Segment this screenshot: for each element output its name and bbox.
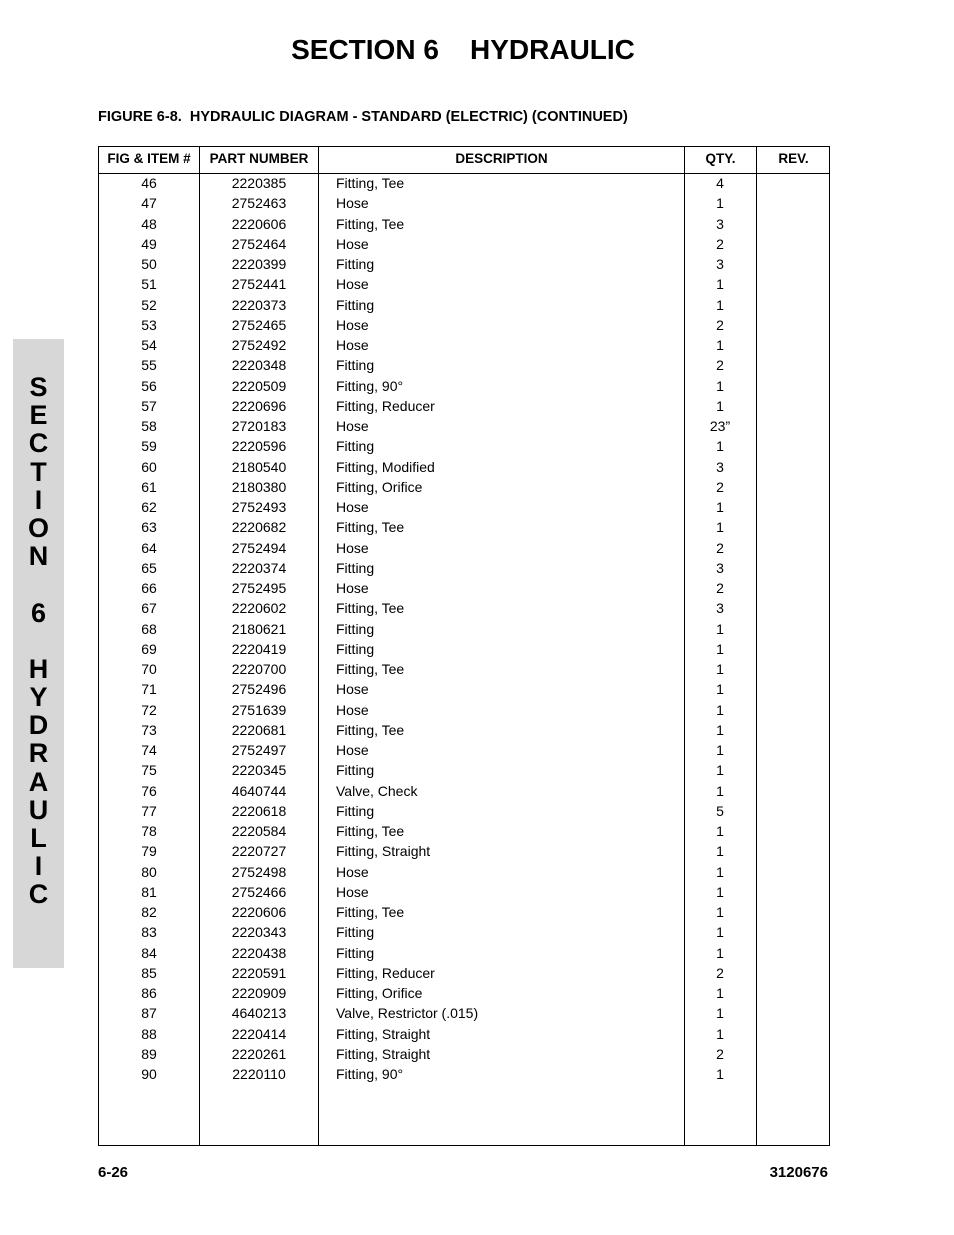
table-row	[99, 478, 829, 498]
description-cell: Fitting, Orifice	[336, 478, 423, 495]
table-row	[99, 437, 829, 457]
table-row	[99, 356, 829, 376]
qty-cell: 1	[716, 681, 724, 698]
item-number-cell: 46	[141, 175, 157, 191]
item-number-cell: 57	[141, 397, 157, 414]
description-cell: Fitting, Tee	[336, 519, 405, 536]
table-row	[99, 761, 829, 781]
qty-cell: 1	[716, 985, 724, 1001]
item-number-cell: 71	[141, 681, 157, 698]
qty-cell: 3	[716, 559, 724, 576]
item-number-cell: 68	[141, 620, 157, 637]
table-row	[99, 1045, 829, 1065]
section-side-tab	[13, 339, 64, 968]
item-number-cell: 61	[141, 478, 157, 495]
table-row	[99, 275, 829, 295]
table-row	[99, 802, 829, 822]
part-number-cell: 2180380	[231, 478, 287, 495]
header-description: DESCRIPTION	[455, 151, 548, 166]
item-number-cell: 70	[141, 661, 157, 677]
parts-table	[98, 146, 830, 1146]
qty-cell: 1	[716, 924, 724, 941]
item-number-cell: 52	[141, 296, 157, 313]
qty-cell: 3	[716, 600, 724, 617]
section-title: SECTION 6 HYDRAULIC	[291, 34, 635, 65]
qty-cell: 1	[716, 195, 724, 212]
table-row	[99, 518, 829, 538]
description-cell: Fitting, 90°	[336, 1066, 404, 1082]
part-number-cell: 2752496	[231, 681, 287, 698]
header-part-number: PART NUMBER	[209, 151, 309, 166]
part-number-cell: 2220681	[231, 721, 287, 738]
description-cell: Fitting, Tee	[336, 823, 405, 839]
qty-cell: 2	[716, 539, 724, 556]
table-row	[99, 863, 829, 883]
table-row	[99, 417, 829, 437]
qty-cell: 1	[716, 863, 724, 880]
part-number-cell: 2752466	[231, 883, 287, 900]
description-cell: Fitting, Modified	[336, 458, 435, 475]
description-cell: Hose	[336, 883, 369, 900]
part-number-cell: 2220438	[231, 944, 287, 961]
item-number-cell: 50	[141, 256, 157, 272]
table-row	[99, 721, 829, 741]
description-cell: Valve, Restrictor (.015)	[336, 1005, 479, 1022]
part-number-cell: 2752465	[231, 316, 287, 333]
description-cell: Hose	[336, 337, 369, 353]
part-number-cell: 2220261	[231, 1045, 287, 1062]
item-number-cell: 78	[141, 823, 157, 839]
side-tab-letter: S	[29, 372, 48, 402]
table-row	[99, 174, 829, 194]
description-cell: Hose	[336, 742, 369, 758]
header-rev: REV.	[778, 151, 809, 166]
side-tab-gap	[13, 627, 64, 655]
qty-cell: 23”	[709, 418, 731, 434]
part-number-cell: 2220618	[231, 802, 287, 819]
item-number-cell: 48	[141, 215, 157, 232]
part-number-cell: 2220343	[231, 924, 287, 941]
part-number-cell: 2220682	[231, 519, 287, 536]
item-number-cell: 77	[141, 802, 157, 819]
table-row	[99, 397, 829, 417]
description-cell: Fitting, Straight	[336, 1045, 431, 1062]
qty-cell: 1	[716, 762, 724, 779]
page-number: 6-26	[98, 1164, 129, 1181]
description-cell: Fitting, Tee	[336, 175, 405, 191]
qty-cell: 1	[716, 640, 724, 657]
table-row	[99, 458, 829, 478]
qty-cell: 2	[716, 357, 724, 374]
table-row	[99, 498, 829, 518]
qty-cell: 3	[716, 458, 724, 475]
qty-cell: 1	[716, 296, 724, 313]
qty-cell: 1	[716, 1005, 724, 1022]
side-tab-letter: 6	[30, 597, 47, 628]
item-number-cell: 62	[141, 499, 157, 515]
qty-cell: 1	[716, 721, 724, 738]
part-number-cell: 4640744	[231, 782, 287, 799]
part-number-cell: 2720183	[231, 418, 287, 434]
part-number-cell: 2751639	[231, 701, 287, 718]
qty-cell: 1	[716, 904, 724, 920]
side-tab-letters	[13, 373, 64, 909]
item-number-cell: 88	[141, 1025, 157, 1042]
qty-cell: 5	[716, 802, 724, 819]
table-row	[99, 296, 829, 316]
item-number-cell: 89	[141, 1045, 157, 1062]
qty-cell: 1	[716, 377, 724, 394]
description-cell: Hose	[336, 863, 369, 880]
part-number-cell: 4640213	[231, 1005, 287, 1022]
table-row	[99, 620, 829, 640]
qty-cell: 2	[716, 1045, 724, 1062]
side-tab-letter: C	[28, 428, 49, 459]
qty-cell: 1	[716, 620, 724, 637]
item-number-cell: 64	[141, 539, 157, 556]
qty-cell: 1	[716, 276, 724, 293]
table-row	[99, 1025, 829, 1045]
table-row	[99, 336, 829, 356]
qty-cell: 2	[716, 964, 724, 981]
part-number-cell: 2220373	[231, 296, 287, 313]
part-number-cell: 2752498	[231, 863, 287, 880]
table-row	[99, 822, 829, 842]
side-tab-letter: Y	[29, 682, 48, 713]
description-cell: Fitting	[336, 944, 375, 961]
part-number-cell: 2220696	[231, 397, 287, 414]
description-cell: Fitting	[336, 924, 375, 941]
part-number-cell: 2752464	[231, 235, 287, 252]
table-row	[99, 741, 829, 761]
table-row	[99, 883, 829, 903]
item-number-cell: 69	[141, 640, 157, 657]
part-number-cell: 2220596	[231, 438, 287, 455]
item-number-cell: 74	[141, 742, 157, 758]
part-number-cell: 2220700	[231, 661, 287, 677]
description-cell: Fitting	[336, 357, 375, 374]
side-tab-letter: U	[28, 794, 49, 825]
item-number-cell: 49	[141, 235, 157, 252]
qty-cell: 2	[716, 316, 724, 333]
qty-cell: 1	[716, 661, 724, 677]
part-number-cell: 2752463	[231, 195, 287, 212]
side-tab-letter: L	[30, 823, 47, 853]
item-number-cell: 73	[141, 721, 157, 738]
part-number-cell: 2220509	[231, 377, 287, 394]
description-cell: Fitting, Orifice	[336, 985, 423, 1001]
item-number-cell: 58	[141, 418, 157, 434]
part-number-cell: 2752497	[231, 742, 287, 758]
description-cell: Fitting	[336, 296, 375, 313]
item-number-cell: 83	[141, 924, 157, 941]
side-tab-letter: A	[28, 766, 49, 797]
part-number-cell: 2180540	[231, 458, 287, 475]
qty-cell: 1	[716, 519, 724, 536]
qty-cell: 1	[716, 1066, 724, 1082]
part-number-cell: 2752441	[231, 276, 287, 293]
side-tab-letter: I	[34, 484, 43, 515]
table-row	[99, 782, 829, 802]
description-cell: Fitting, Tee	[336, 661, 405, 677]
table-row	[99, 255, 829, 275]
item-number-cell: 80	[141, 863, 157, 880]
part-number-cell: 2220385	[231, 175, 287, 191]
side-tab-letter: O	[27, 512, 49, 543]
description-cell: Hose	[336, 276, 369, 293]
side-tab-letter: C	[28, 879, 49, 910]
description-cell: Hose	[336, 701, 369, 718]
item-number-cell: 90	[141, 1066, 157, 1082]
item-number-cell: 85	[141, 964, 157, 981]
item-number-cell: 53	[141, 316, 157, 333]
part-number-cell: 2220909	[231, 985, 287, 1001]
qty-cell: 1	[716, 499, 724, 515]
item-number-cell: 59	[141, 438, 157, 455]
table-row	[99, 701, 829, 721]
item-number-cell: 67	[141, 600, 157, 617]
qty-cell: 1	[716, 1025, 724, 1042]
description-cell: Hose	[336, 499, 369, 515]
qty-cell: 2	[716, 478, 724, 495]
item-number-cell: 54	[141, 337, 157, 353]
part-number-cell: 2220591	[231, 964, 287, 981]
qty-cell: 2	[716, 580, 724, 596]
part-number-cell: 2752495	[231, 580, 287, 596]
side-tab-letter: E	[29, 400, 48, 431]
item-number-cell: 84	[141, 944, 157, 961]
description-cell: Fitting	[336, 559, 375, 576]
part-number-cell: 2220345	[231, 762, 287, 779]
part-number-cell: 2180621	[231, 620, 287, 637]
table-row	[99, 1004, 829, 1024]
qty-cell: 1	[716, 883, 724, 900]
table-body	[99, 174, 829, 1085]
table-row	[99, 539, 829, 559]
table-row	[99, 1065, 829, 1085]
side-tab-letter: I	[34, 851, 43, 882]
description-cell: Hose	[336, 681, 369, 698]
description-cell: Fitting	[336, 762, 375, 779]
description-cell: Fitting, Reducer	[336, 397, 435, 414]
part-number-cell: 2752492	[231, 337, 287, 353]
qty-cell: 1	[716, 438, 724, 455]
item-number-cell: 55	[141, 357, 157, 374]
header-fig-item: FIG & ITEM #	[107, 151, 191, 166]
qty-cell: 1	[716, 742, 724, 758]
table-row	[99, 559, 829, 579]
side-tab-letter: H	[28, 653, 49, 684]
item-number-cell: 60	[141, 458, 157, 475]
item-number-cell: 66	[141, 580, 157, 596]
part-number-cell: 2220606	[231, 904, 287, 920]
item-number-cell: 87	[141, 1005, 157, 1022]
description-cell: Valve, Check	[336, 782, 418, 799]
item-number-cell: 75	[141, 762, 157, 779]
description-cell: Hose	[336, 195, 369, 212]
part-number-cell: 2220414	[231, 1025, 287, 1042]
part-number-cell: 2220374	[231, 559, 287, 576]
part-number-cell: 2220602	[231, 600, 287, 617]
description-cell: Fitting, 90°	[336, 377, 404, 394]
description-cell: Fitting, Tee	[336, 600, 405, 617]
qty-cell: 1	[716, 843, 724, 860]
table-row	[99, 903, 829, 923]
part-number-cell: 2220348	[231, 357, 287, 374]
item-number-cell: 63	[141, 519, 157, 536]
item-number-cell: 81	[141, 883, 157, 900]
table-row	[99, 377, 829, 397]
side-tab-gap	[13, 570, 64, 598]
document-number: 3120676	[769, 1164, 828, 1181]
table-row	[99, 964, 829, 984]
table-row	[99, 842, 829, 862]
side-tab-letter: T	[30, 456, 47, 487]
item-number-cell: 72	[141, 701, 157, 718]
side-tab-letter: D	[28, 710, 49, 741]
part-number-cell: 2220110	[232, 1066, 286, 1082]
description-cell: Fitting, Reducer	[336, 964, 435, 981]
table-row	[99, 660, 829, 680]
side-tab-letter: N	[28, 541, 49, 572]
description-cell: Fitting, Straight	[336, 843, 431, 860]
table-row	[99, 599, 829, 619]
table-row	[99, 316, 829, 336]
description-cell: Fitting	[336, 438, 375, 455]
part-number-cell: 2220606	[231, 215, 287, 232]
item-number-cell: 51	[141, 276, 157, 293]
description-cell: Hose	[336, 316, 369, 333]
table-row	[99, 944, 829, 964]
table-row	[99, 215, 829, 235]
description-cell: Fitting	[336, 256, 375, 272]
part-number-cell: 2220419	[231, 640, 287, 657]
item-number-cell: 86	[141, 985, 157, 1001]
table-row	[99, 235, 829, 255]
qty-cell: 1	[716, 823, 724, 839]
qty-cell: 1	[716, 701, 724, 718]
qty-cell: 1	[716, 337, 724, 353]
figure-title: FIGURE 6-8. HYDRAULIC DIAGRAM - STANDARD (ELECTRIC) (CONTINUED)	[98, 109, 628, 125]
item-number-cell: 76	[141, 782, 157, 799]
part-number-cell: 2220399	[231, 256, 287, 272]
table-row	[99, 984, 829, 1004]
item-number-cell: 79	[141, 843, 157, 860]
item-number-cell: 47	[141, 195, 157, 212]
side-tab-letter: R	[28, 738, 49, 769]
qty-cell: 1	[716, 782, 724, 799]
description-cell: Fitting, Tee	[336, 721, 405, 738]
part-number-cell: 2220584	[231, 823, 287, 839]
qty-cell: 3	[716, 256, 724, 272]
qty-cell: 3	[716, 215, 724, 232]
description-cell: Hose	[336, 235, 369, 252]
description-cell: Hose	[336, 418, 369, 434]
description-cell: Hose	[336, 580, 369, 596]
description-cell: Fitting, Tee	[336, 904, 405, 920]
item-number-cell: 82	[141, 904, 157, 920]
description-cell: Fitting	[336, 802, 375, 819]
description-cell: Fitting	[336, 620, 375, 637]
header-qty: QTY.	[705, 151, 736, 166]
part-number-cell: 2752493	[231, 499, 287, 515]
table-row	[99, 640, 829, 660]
table-row	[99, 923, 829, 943]
item-number-cell: 65	[141, 559, 157, 576]
description-cell: Fitting, Tee	[336, 215, 405, 232]
table-row	[99, 194, 829, 214]
description-cell: Fitting, Straight	[336, 1025, 431, 1042]
part-number-cell: 2752494	[231, 539, 287, 556]
item-number-cell: 56	[141, 377, 157, 394]
qty-cell: 4	[716, 175, 724, 191]
qty-cell: 1	[716, 397, 724, 414]
qty-cell: 2	[716, 235, 724, 252]
table-row	[99, 680, 829, 700]
table-row	[99, 579, 829, 599]
description-cell: Fitting	[336, 640, 375, 657]
description-cell: Hose	[336, 539, 369, 556]
qty-cell: 1	[716, 944, 724, 961]
part-number-cell: 2220727	[231, 843, 287, 860]
